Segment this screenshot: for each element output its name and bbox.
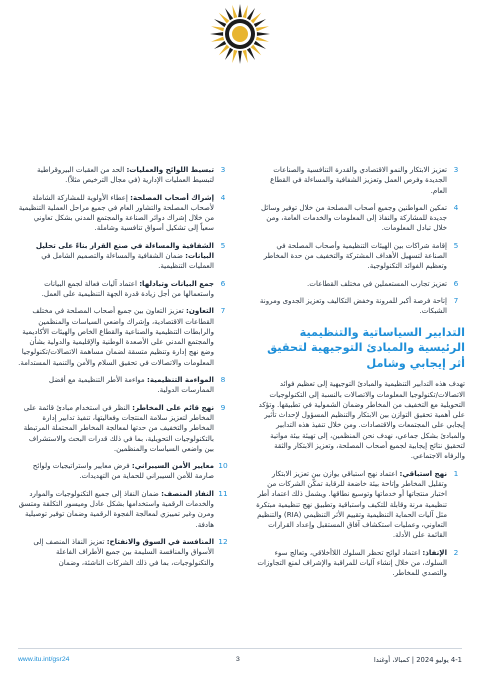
item-body: النظر في استخدام مبادئ قائمة على المخاطر لتعزيز سلامة المنتجات وفعاليتها، تنفيذ تدابير إدارة المخاطر والتخفيف من حدتها لمعالجة المخاطر المحتملة المرتبطة بالتكنولوجيات التحويلية، بما في ذلك قدرات البحث والاستشراف بين واضعي السياسات والمنظمين. (23, 402, 214, 453)
item-body: اعتماد نهج استباقي يوازن بين تعزيز الابتكار وتقليل المخاطر وإتاحة بيئة خاضعة للرقابة تمكّن الشركات من اختبار منتجاتها أو خدماتها وتوسيع نطاقها. ويشمل ذلك اعتماد أطر تنظيمية مرنة وقابلة للتكيف واستباقية وتطبيق نهج تنظيمية مبتكرة مثل آليات الحماية التنظيمية وتقييم الأثر التنظيمي (RIA) والتنظيم التعاوني، وعمليات استكشاف آفاق المستقبل وإعداد القرارات القائمة على الأدلة. (256, 468, 447, 540)
item-number: 5 (220, 240, 226, 250)
item-text (18, 306, 214, 368)
item-body: الحد من العقبات البيروقراطية لتبسيط العمليات الإدارية (في مجال الترخيص مثلاً). (37, 165, 214, 185)
item-number: 9 (220, 402, 226, 412)
item-body: اعتماد آليات فعالة لجمع البيانات واستعمالها من أجل زيادة قدرة الجهة التنظيمية على العمل. (41, 278, 214, 298)
item-text (18, 279, 214, 300)
footer-link[interactable]: www.itu.int/gsr24 (18, 656, 70, 663)
list-item (252, 469, 465, 541)
measures-list-continued (18, 165, 232, 568)
item-heading: الشفافية والمساءلة في صنع القرار بناءً على تحليل البيانات: (35, 240, 214, 261)
objectives-list (252, 165, 465, 317)
item-number: 4 (220, 192, 226, 202)
item-heading: التعاون: (186, 306, 214, 316)
item-text (18, 165, 214, 186)
item-number: 8 (220, 375, 226, 385)
list-item (18, 375, 232, 396)
item-text (18, 241, 214, 272)
item-number: 1 (453, 468, 459, 478)
list-item (18, 193, 232, 234)
list-item (18, 403, 232, 454)
item-body: تعزيز النفاذ المنصف إلى الأسواق والمنافسة السليمة بين جميع الأطراف الفاعلة والتكنولوجيات، بما في ذلك الشركات الناشئة، وضمان (33, 536, 214, 567)
footer-event: 4-1 يوليو 2024 | كمبالا، أوغندا (373, 656, 462, 664)
page-number: 3 (236, 656, 240, 663)
item-number: 2 (453, 547, 459, 557)
item-text (18, 489, 214, 530)
item-text (18, 403, 214, 454)
list-item (18, 489, 232, 530)
item-body: فرض معايير واستراتيجيات ولوائح صارمة للأمن السيبراني للحماية من التهديدات. (32, 461, 214, 481)
item-text (252, 548, 447, 579)
item-text (18, 193, 214, 234)
item-body: ضمان الشفافية والمساءلة والتصميم الشامل في العمليات التنظيمية. (41, 251, 214, 271)
item-heading: معايير الأمن السيبراني: (131, 461, 214, 471)
item-number: 6 (453, 278, 459, 288)
item-text: تعزيز تجارب المستعملين في مختلف القطاعات. (307, 278, 447, 288)
item-number: 7 (220, 306, 226, 316)
list-item (252, 203, 465, 234)
list-item (18, 279, 232, 300)
list-item (18, 165, 232, 186)
item-number: 4 (453, 202, 459, 212)
item-body: مواءمة الأطر التنظيمية مع أفضل الممارسات الدولية. (48, 375, 214, 395)
item-number: 3 (453, 165, 459, 174)
item-text: تمكين المواطنين وجميع أصحاب المصلحة من خلال توفير وسائل جديدة للمشاركة والنفاذ إلى المعلومات والخدمات العامة، ومن خلال تبادل المعلومات. (260, 202, 447, 233)
item-number: 10 (218, 461, 228, 471)
item-body: اعتماد لوائح تحظر السلوك اللاأخلاقي، وتعالج سوء السلوك، من خلال إنشاء آليات للمراقبة والإشراف لمنع التجاوزات والتصدي للمخاطر. (257, 547, 447, 578)
list-item (252, 296, 465, 317)
item-number: 12 (218, 536, 228, 546)
item-text: تعزيز الابتكار والنمو الاقتصادي والقدرة التنافسية والصناعات الجديدة وفرص العمل وتعزيز الشفافية والمساءلة في القطاع العام. (270, 165, 447, 195)
measures-list-start (252, 469, 465, 579)
item-heading: المواءمة التنظيمية: (146, 375, 214, 385)
item-text (18, 375, 214, 396)
item-heading: الإنفاذ: (422, 547, 447, 557)
item-text (252, 469, 447, 541)
item-text (18, 537, 214, 568)
list-item (18, 537, 232, 568)
item-heading: نهج قائم على المخاطر: (132, 402, 214, 412)
item-heading: جمع البيانات وتبادلها: (139, 278, 214, 288)
item-body: تعزيز التعاون بين جميع أصحاب المصلحة في مختلف القطاعات الاقتصادية، وإشراك واضعي السياسات والمنظمين والرابطات التنظيمية والصناعية والقطاع الخاص والهيئات الأكاديمية والمجتمع المدني على الأصعدة الوطنية والإقليمية والدولية بشأن وضع نهج إدارة وتنظيم متسقة لضمان مساهمة الاتصالات/تكنولوجيا المعلومات والاتصالات في تحقيق السلام والأمن والتنمية المستدامة. (18, 306, 214, 367)
item-text: إقامة شراكات بين الهيئات التنظيمية وأصحاب المصلحة في الصناعة لتسهيل الأهداف المشتركة والتخفيف من حدة المخاطر وتعظيم الفوائد التكنولوجية. (263, 240, 447, 271)
item-body: إعطاء الأولوية للمشاركة الشاملة لأصحاب المصلحة والتشاور العام في جميع مراحل العملية التنظيمية من خلال إشراك دوائر الصناعة والمجتمع المدني بشكل تعاوني سعياً إلى تشكيل أسواق تنافسية وشاملة. (18, 192, 214, 233)
item-text (18, 461, 214, 482)
list-item (252, 165, 465, 196)
right-column (252, 165, 465, 586)
footer-divider (18, 648, 462, 649)
item-body: ضمان النفاذ إلى جميع التكنولوجيات والموارد والخدمات الرقمية واستخدامها بشكل عادل وميسور التكلفة ومتسق ومرن وغير تمييزي لمعالجة الفجوة الرقمية وضمان توفير توصيلية هادفة. (18, 488, 214, 529)
item-number: 3 (220, 165, 226, 174)
list-item (252, 548, 465, 579)
item-heading: المنافسة في السوق والانفتاح: (106, 536, 214, 546)
list-item (252, 279, 465, 290)
section-intro: تهدف هذه التدابير التنظيمية والمبادئ التوجيهية إلى تعظيم فوائد الاتصالات/تكنولوجيا المعلومات والاتصالات بالنسبة إلى التكنولوجيات التحويلية مع التخفيف من المخاطر وضمان الشمولية في تطبيقها. وتؤكد على أهمية تحقيق التوازن بين الابتكار والتنظيم المسؤول لإحداث تأثير إيجابي على المجتمعات والاقتصادات. ومن خلال تنفيذ هذه التدابير والمبادئ بشكل جماعي، نهدف نحن المنظمين، إلى تهيئة بيئة مواتية لتحقيق نتائج إيجابية لجميع أصحاب المصلحة، وتعزيز الابتكار والثقة والرفاه الاجتماعي. (258, 379, 465, 461)
item-text: إتاحة فرصة أكبر للمرونة وخفض التكاليف وتعزيز الجدوى ومرونة الشبكات. (259, 296, 447, 316)
left-column (18, 165, 232, 575)
item-number: 6 (220, 278, 226, 288)
item-heading: النفاذ المنصف: (161, 488, 214, 498)
list-item (18, 241, 232, 272)
list-item (252, 241, 465, 272)
item-heading: تبسيط اللوائح والعمليات: (126, 165, 214, 174)
item-heading: نهج استباقي: (399, 468, 447, 478)
section-title: التدابير السياساتية والتنظيمية الرئيسية والمبادئ التوجيهية لتحقيق أثر إيجابي وشامل (267, 325, 465, 370)
list-item (18, 461, 232, 482)
item-number: 11 (218, 488, 228, 498)
list-item (18, 306, 232, 368)
sun-logo-icon (208, 2, 272, 66)
item-heading: إشراك أصحاب المصلحة: (130, 192, 214, 202)
item-number: 7 (453, 296, 459, 306)
item-number: 5 (453, 240, 459, 250)
